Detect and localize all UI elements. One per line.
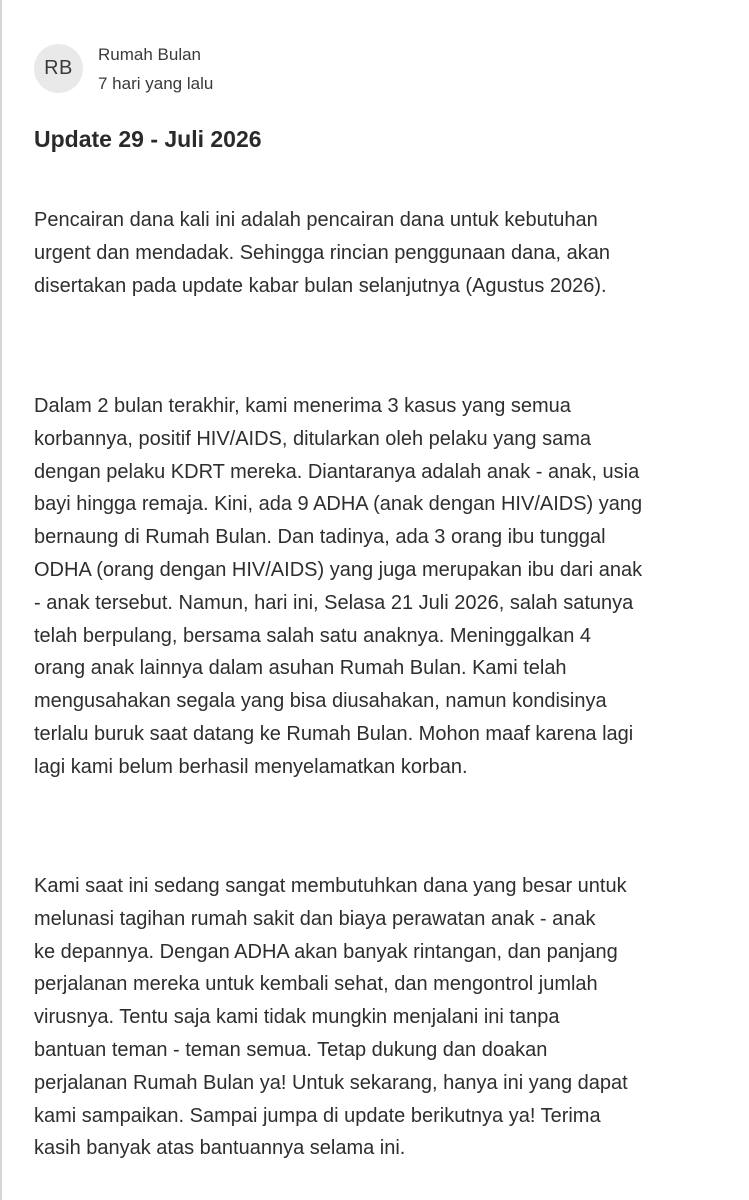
- left-border-line: [0, 0, 2, 1200]
- update-paragraph: Kami saat ini sedang sangat membutuhkan dana yang besar untuk melunasi tagihan rumah sakit dan biaya perawatan anak - anak ke depannya. Dengan ADHA akan banyak rintangan, dan panjang perjalanan mereka untuk kembali sehat, dan mengontrol jumlah virusnya. Tentu saja kami tidak mungkin menjalani ini tanpa bantuan teman - teman semua. Tetap dukung dan doakan perjalanan Rumah Bulan ya! Untuk sekarang, hanya ini yang dapat kami sampaikan. Sampai jumpa di update berikutnya ya! Terima kasih banyak atas bantuannya selama ini.: [34, 875, 628, 1160]
- avatar-initials: RB: [44, 57, 73, 79]
- avatar[interactable]: [34, 44, 83, 93]
- post-author-header: [34, 44, 213, 93]
- update-paragraph: Pencairan dana kali ini adalah pencairan dana untuk kebutuhan urgent dan mendadak. Sehingga rincian penggunaan dana, akan disertakan pada update kabar bulan selanjutnya (Agustus 2026).: [34, 209, 611, 297]
- update-paragraph: Dalam 2 bulan terakhir, kami menerima 3 kasus yang semua korbannya, positif HIV/AIDS, ditularkan oleh pelaku yang sama dengan pelaku KDRT mereka. Diantaranya adalah anak - anak, usia bayi hingga remaja. Kini, ada 9 ADHA (anak dengan HIV/AIDS) yang bernaung di Rumah Bulan. Dan tadinya, ada 3 orang ibu tunggal ODHA (orang dengan HIV/AIDS) yang juga merupakan ibu dari anak - anak tersebut. Namun, hari ini, Selasa 21 Juli 2026, salah satunya telah berpulang, bersama salah satu anaknya. Meninggalkan 4 orang anak lainnya dalam asuhan Rumah Bulan. Kami telah mengusahakan segala yang bisa diusahakan, namun kondisinya terlalu buruk saat datang ke Rumah Bulan. Mohon maaf karena lagi lagi kami belum berhasil menyelamatkan korban.: [34, 395, 643, 778]
- author-meta: [98, 46, 213, 92]
- update-title: Update 29 - Juli 2026: [34, 126, 262, 152]
- post-timestamp: 7 hari yang lalu: [98, 73, 214, 93]
- author-name[interactable]: Rumah Bulan: [98, 44, 202, 64]
